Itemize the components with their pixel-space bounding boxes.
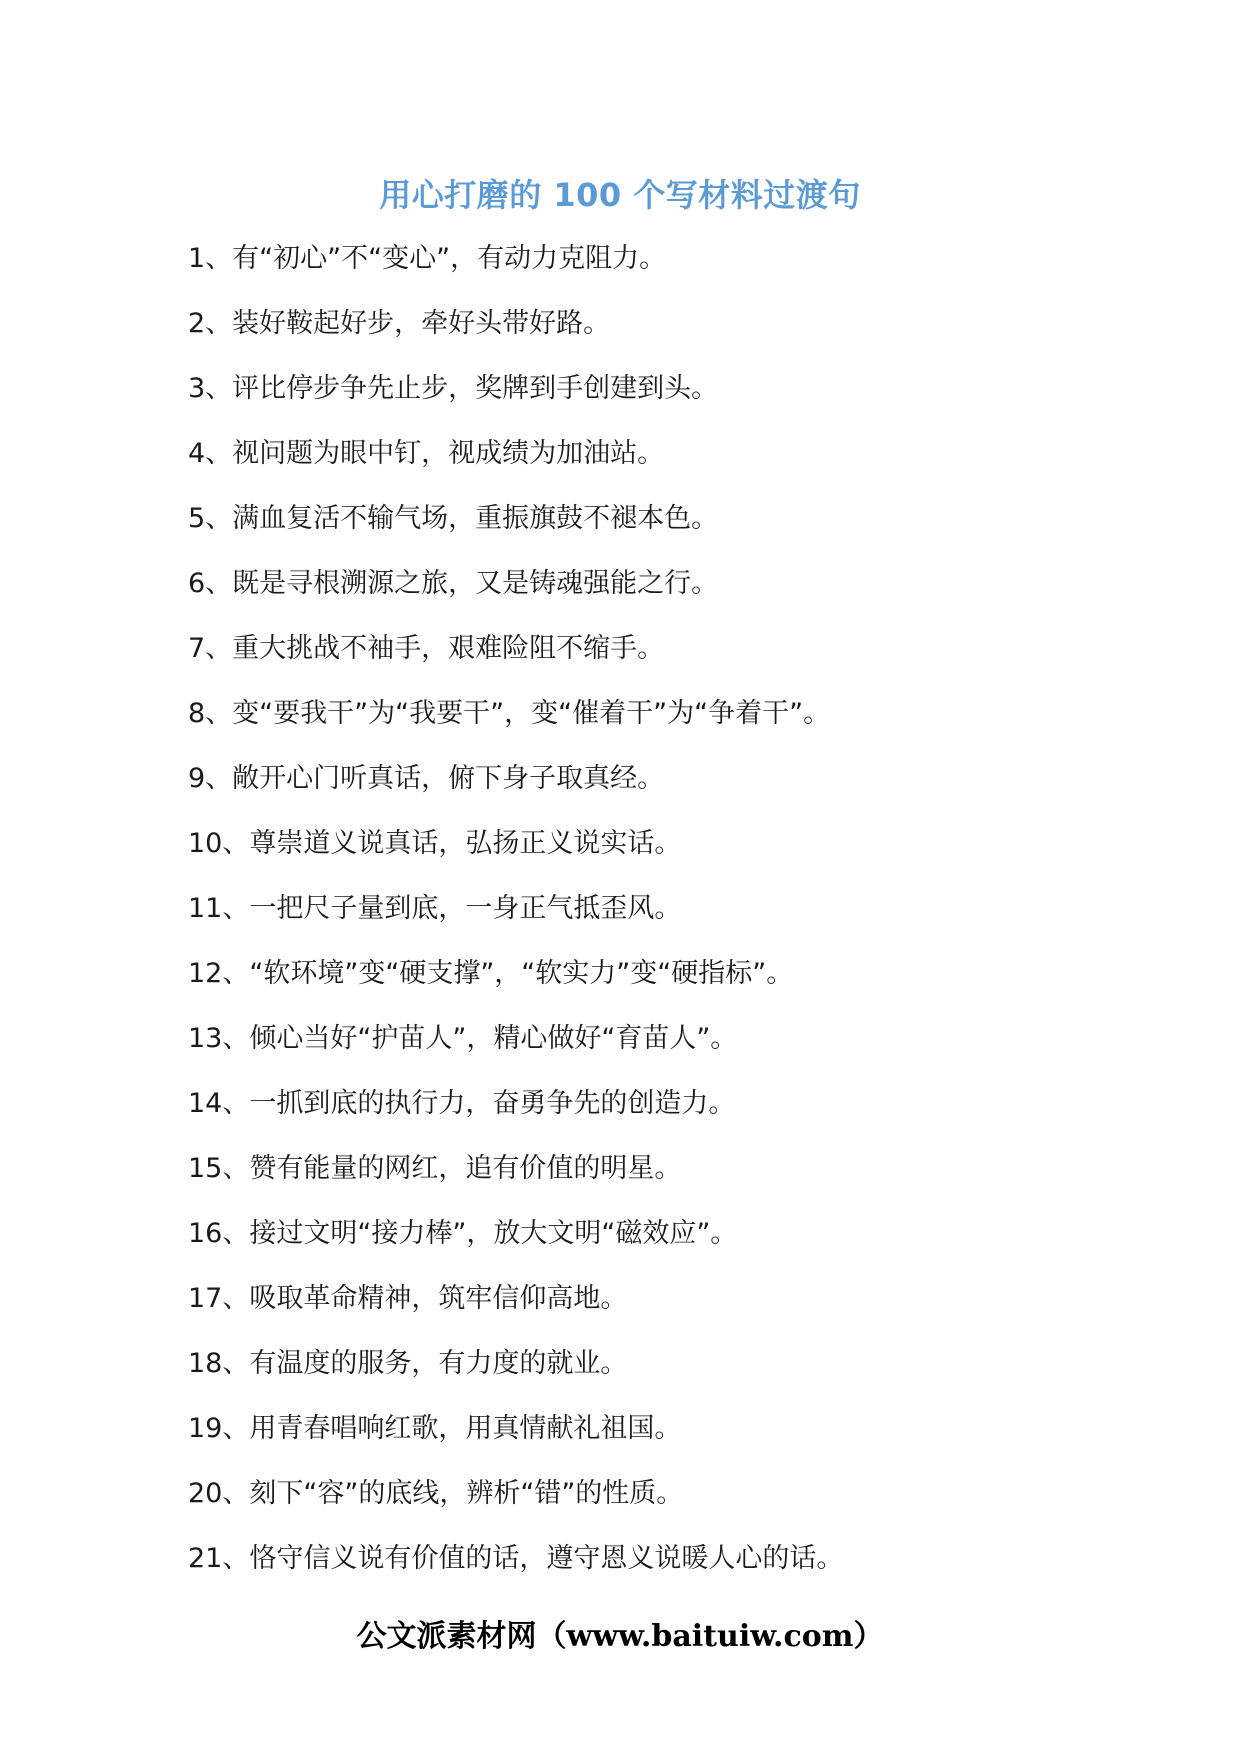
list-item: 17、吸取革命精神，筑牢信仰高地。 [188, 1283, 628, 1314]
list-item: 21、恪守信义说有价值的话，遵守恩义说暖人心的话。 [188, 1543, 844, 1574]
list-item: 7、重大挑战不袖手，艰难险阻不缩手。 [188, 633, 665, 664]
list-item: 18、有温度的服务，有力度的就业。 [188, 1348, 628, 1379]
sentence-list [188, 240, 1198, 1605]
list-item: 11、一把尺子量到底，一身正气抵歪风。 [188, 893, 682, 924]
list-item: 1、有“初心”不“变心”，有动力克阻力。 [188, 243, 667, 274]
list-item: 15、赞有能量的网红，追有价值的明星。 [188, 1153, 682, 1184]
list-item: 14、一抓到底的执行力，奋勇争先的创造力。 [188, 1088, 736, 1119]
list-item: 3、评比停步争先止步，奖牌到手创建到头。 [188, 373, 719, 404]
list-item: 2、装好鞍起好步，牵好头带好路。 [188, 308, 611, 339]
list-item: 5、满血复活不输气场，重振旗鼓不褪本色。 [188, 503, 719, 534]
list-item: 20、刻下“容”的底线，辨析“错”的性质。 [188, 1478, 684, 1509]
list-item: 16、接过文明“接力棒”，放大文明“磁效应”。 [188, 1218, 738, 1249]
list-item: 9、敞开心门听真话，俯下身子取真经。 [188, 763, 665, 794]
list-item: 19、用青春唱响红歌，用真情献礼祖国。 [188, 1413, 682, 1444]
list-item: 8、变“要我干”为“我要干”，变“催着干”为“争着干”。 [188, 698, 831, 729]
document-title: 用心打磨的 100 个写材料过渡句 [379, 176, 861, 214]
list-item: 4、视问题为眼中钉，视成绩为加油站。 [188, 438, 665, 469]
document-footer: 公文派素材网（www.baituiw.com） [356, 1619, 884, 1654]
list-item: 13、倾心当好“护苗人”，精心做好“育苗人”。 [188, 1023, 738, 1054]
list-item: 6、既是寻根溯源之旅，又是铸魂强能之行。 [188, 568, 719, 599]
list-item: 12、“软环境”变“硬支撑”，“软实力”变“硬指标”。 [188, 958, 794, 989]
list-item: 10、尊崇道义说真话，弘扬正义说实话。 [188, 828, 682, 859]
